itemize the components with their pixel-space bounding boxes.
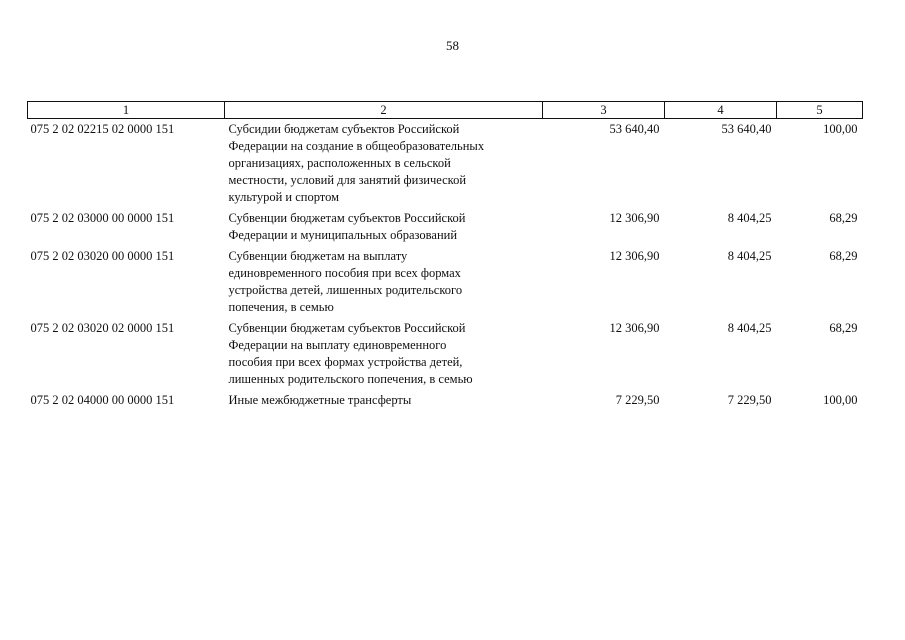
budget-table — [27, 101, 863, 411]
value-col-5: 68,29 — [829, 249, 858, 263]
value-col-3: 53 640,40 — [609, 122, 660, 136]
header-col-3: 3 — [543, 102, 665, 119]
header-row — [28, 102, 863, 119]
name-line: пособия при всех формах устройства детей, — [228, 355, 463, 369]
value-col-5: 100,00 — [823, 122, 858, 136]
table-row — [28, 119, 863, 209]
value-col-4: 7 229,50 — [727, 393, 772, 407]
value-col-5: 68,29 — [829, 321, 858, 335]
header-col-2: 2 — [225, 102, 543, 119]
name-line: Федерации на создание в общеобразовательных — [228, 139, 485, 153]
value-col-4: 8 404,25 — [727, 249, 772, 263]
budget-item-name — [225, 318, 543, 390]
table-row — [28, 208, 863, 246]
budget-item-name — [225, 208, 543, 246]
value-col-3: 7 229,50 — [615, 393, 660, 407]
value-col-5: 68,29 — [829, 211, 858, 225]
value-col-4: 53 640,40 — [721, 122, 772, 136]
budget-item-name — [225, 119, 543, 209]
value-col-3: 12 306,90 — [609, 249, 660, 263]
header-col-1: 1 — [28, 102, 225, 119]
table-row — [28, 318, 863, 390]
budget-code: 075 2 02 03020 00 0000 151 — [30, 249, 175, 263]
budget-code: 075 2 02 03020 02 0000 151 — [30, 321, 175, 335]
name-line: Федерации на выплату единовременного — [228, 338, 447, 352]
name-line: Субвенции бюджетам субъектов Российской — [228, 211, 466, 225]
value-col-4: 8 404,25 — [727, 321, 772, 335]
table-header — [28, 102, 863, 119]
budget-item-name — [225, 246, 543, 318]
value-col-3: 12 306,90 — [609, 321, 660, 335]
name-line: устройства детей, лишенных родительского — [228, 283, 463, 297]
name-line: культурой и спортом — [228, 190, 340, 204]
budget-code: 075 2 02 03000 00 0000 151 — [30, 211, 175, 225]
name-line: Иные межбюджетные трансферты — [228, 393, 412, 407]
header-col-4: 4 — [665, 102, 777, 119]
name-line: попечения, в семью — [228, 300, 334, 314]
budget-code: 075 2 02 04000 00 0000 151 — [30, 393, 175, 407]
name-line: Субсидии бюджетам субъектов Российской — [228, 122, 460, 136]
value-col-4: 8 404,25 — [727, 211, 772, 225]
value-col-5: 100,00 — [823, 393, 858, 407]
page-number: 58 — [446, 38, 459, 53]
budget-code: 075 2 02 02215 02 0000 151 — [30, 122, 175, 136]
name-line: единовременного пособия при всех формах — [228, 266, 461, 280]
name-line: Федерации и муниципальных образований — [228, 228, 458, 242]
value-col-3: 12 306,90 — [609, 211, 660, 225]
header-col-5: 5 — [777, 102, 863, 119]
name-line: лишенных родительского попечения, в семью — [228, 372, 473, 386]
table-row — [28, 390, 863, 411]
table-body — [28, 119, 863, 412]
table-row — [28, 246, 863, 318]
budget-item-name — [225, 390, 543, 411]
name-line: Субвенции бюджетам на выплату — [228, 249, 408, 263]
name-line: организациях, расположенных в сельской — [228, 156, 451, 170]
name-line: местности, условий для занятий физической — [228, 173, 467, 187]
name-line: Субвенции бюджетам субъектов Российской — [228, 321, 466, 335]
